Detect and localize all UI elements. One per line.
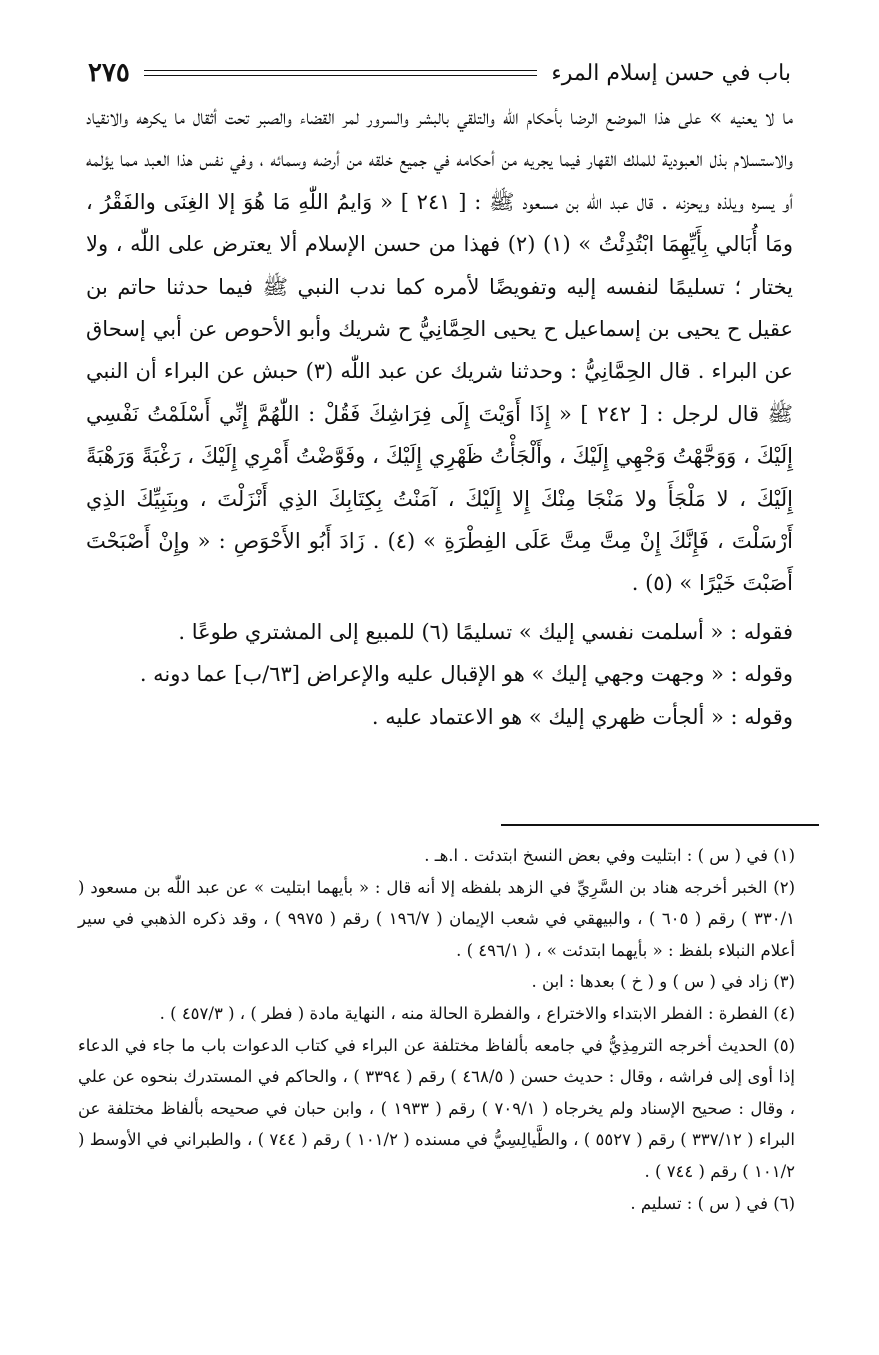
footnote-divider [501, 824, 819, 826]
footnote: (٣) زاد في ( س ) و ( خ ) بعدها : ابن . [531, 972, 795, 992]
footnote: (١) في ( س ) : ابتليت وفي بعض النسخ ابتدئت . ا.هـ . [424, 846, 795, 865]
footnote: (٦) في ( س ) : تسليم . [630, 1193, 795, 1213]
commentary-line: وقوله : « وجهت وجهي إليك » هو الإقبال عليه والإعراض [٦٣/ب] عما دونه . [139, 662, 793, 687]
footnotes [78, 840, 795, 1219]
main-text [86, 96, 793, 738]
footnote: (٥) الحديث أخرجه الترمِذِيُّ في جامعه بألفاظ مختلفة عن البراء في كتاب الدعوات باب ما جاء في الدعاء إذا أوى إلى فراشه ، وقال : حديث حسن ( ٤٦٨/٥ ) رقم ( ٣٣٩٤ ) ، والحاكم في المستدرك بنحوه عن علي ، وقال : صحيح الإسناد ولم يخرجاه ( ٧٠٩/١ ) رقم ( ١٩٣٣ ) ، وابن حبان في صحيحه بألفاظ مختلفة عن البراء ( ٣٣٧/١٢ ) رقم ( ٥٥٢٧ ) ، والطَّيالِسِيُّ في مسنده ( ١٠١/٢ ) رقم ( ٧٤٤ ) ، والطبراني في الأوسط ( ١٠١/٢ ) رقم ( ٧٤٤ ) . [78, 1035, 795, 1181]
footnote: (٤) الفطرة : الفطر الابتداء والاختراع ، والفطرة الحالة منه ، النهاية مادة ( فطر ) ، ( ٤٥٧/٣ ) . [159, 1003, 795, 1023]
main-paragraph: ما لا يعنيه » على هذا الموضع الرضا بأحكام اللّٰه والتلقي بالبشر والسرور لمر القضاء والصبر تحت أثقال ما يكرهه والانقياد والاستسلام بذل العبودية للملك القهار فيما يجريه من أحكامه في جميع خلقه من أرضه وسمائه ، وفي نفس هذا العبد مما يؤلمه أو يسره ويلذه ويحزنه . قال عبد اللّٰه بن مسعود ﷺ : [ ٢٤١ ] « وَايمُ اللّٰهِ مَا هُوَ إلا الغِنَى والفَقْرُ ، ومَا أُبَالي بِأَيِّهِمَا ابْتُدِئْتُ » (١) (٢) فهذا من حسن الإسلام ألا يعترض على اللّٰه ، ولا يختار ؛ تسليمًا لنفسه إليه وتفويضًا لأمره كما ندب النبي ﷺ فيما حدثنا حاتم بن عقيل ح يحيى بن إسماعيل ح يحيى الحِمَّانِيُّ ح شريك وأبو الأحوص عن أبي إسحاق عن البراء . قال الحِمَّانِيُّ : وحدثنا شريك عن عبد اللّٰه (٣) حبش عن البراء أن النبي ﷺ قال لرجل : [ ٢٤٢ ] « إِذَا أَوَيْتَ إِلَى فِرَاشِكَ فَقُلْ : اللّٰهُمَّ إِنِّي أَسْلَمْتُ نَفْسِي إِلَيْكَ ، وَوَجَّهْتُ وَجْهِي إِلَيْكَ ، وأَلْجَأْتُ ظَهْرِي إِلَيْكَ ، وفَوَّضْتُ أَمْرِي إِلَيْكَ ، رَغْبَةً وَرَهْبَةً إِلَيْكَ ، لا مَلْجَأَ ولا مَنْجَا مِنْكَ إِلا إِلَيْكَ ، آمَنْتُ بِكِتَابِكَ الذِي أَنْزَلْتَ ، وبِنَبِيِّكَ الذِي أَرْسَلْتَ ، فَإِنَّكَ إِنْ مِتَّ مِتَّ عَلَى الفِطْرَةِ » (٤) . زَادَ أَبُو الأَحْوَصِ : « وإِنْ أَصْبَحْتَ أَصَبْتَ خَيْرًا » (٥) . [86, 105, 794, 596]
page-header [88, 56, 791, 90]
commentary-line: فقوله : « أسلمت نفسي إليك » تسليمًا (٦) للمبيع إلى المشتري طوعًا . [178, 619, 793, 644]
commentary-line: وقوله : « ألجأت ظهري إليك » هو الاعتماد عليه . [371, 704, 793, 729]
footnote: (٢) الخبر أخرجه هناد بن السَّرِيِّ في الزهد بلفظه إلا أنه قال : « بأيهما ابتليت » عن عبد اللّٰه بن مسعود ( ٣٣٠/١ ) رقم ( ٦٠٥ ) ، والبيهقي في شعب الإيمان ( ١٩٦/٧ ) رقم ( ٩٩٧٥ ) ، وقد ذكره الذهبي في سير أعلام النبلاء بلفظ : « بأيهما ابتدئت » ، ( ٤٩٦/١ ) . [78, 877, 795, 960]
chapter-title: باب في حسن إسلام المرء [551, 60, 791, 86]
header-divider [144, 70, 537, 76]
page-number: ٢٧٥ [88, 58, 130, 88]
